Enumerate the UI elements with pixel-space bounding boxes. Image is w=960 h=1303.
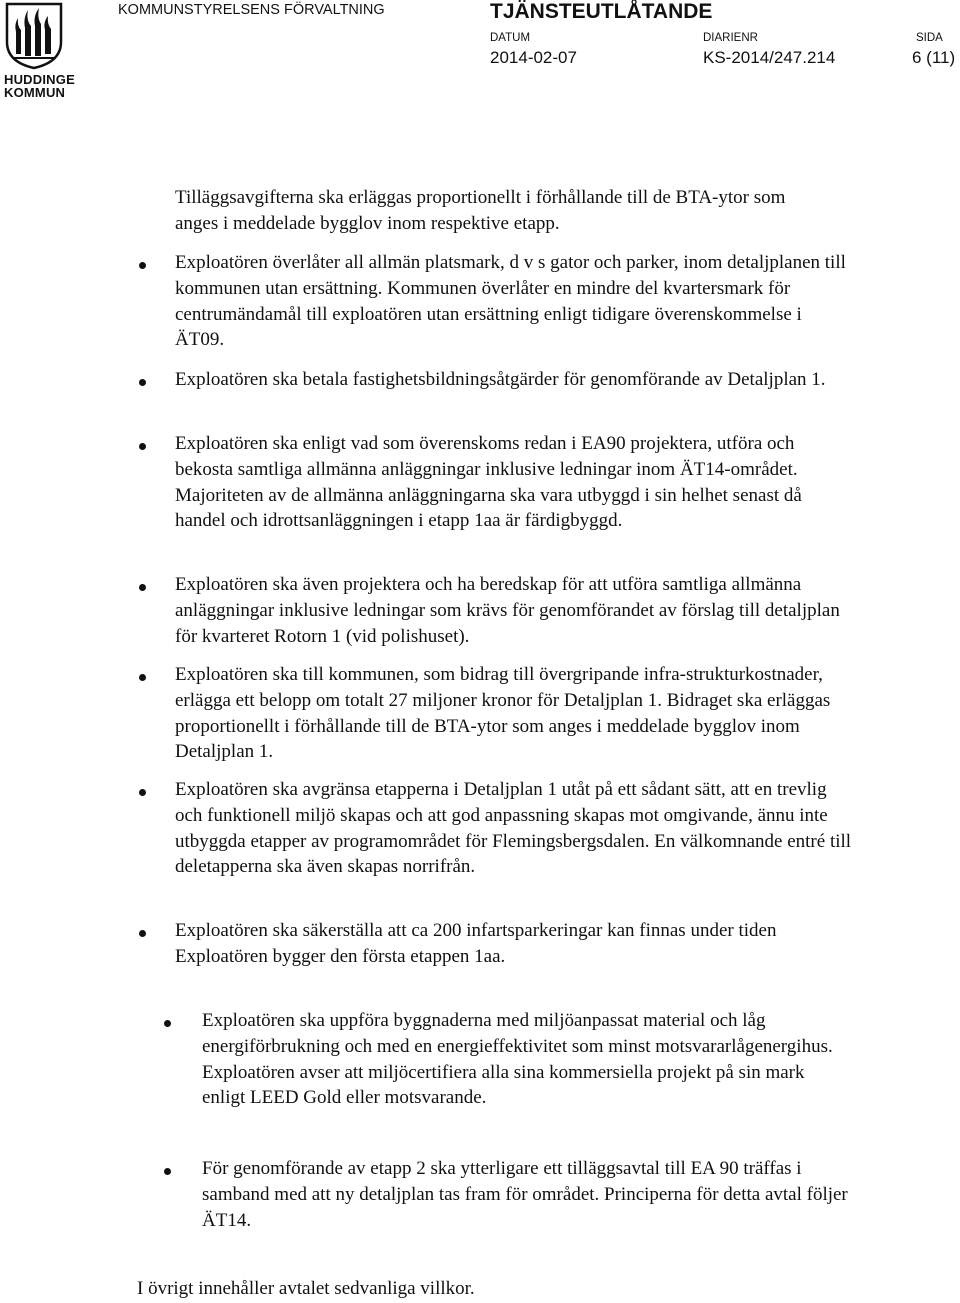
- list-item-text: Exploatören ska till kommunen, som bidrag till övergripande infra-strukturkostnader, erlägga ett belopp om totalt 27 miljoner kronor för Detaljplan 1. Bidraget ska erläggas proportionellt i förhållande till de BTA-ytor som anges i meddelade bygglov inom Detaljplan 1.: [175, 664, 831, 763]
- list-item-text: För genomförande av etapp 2 ska ytterligare ett tilläggsavtal till EA 90 träffas i samband med att ny detaljplan tas fram för området. Principerna för detta avtal följer ÄT14.: [202, 1158, 848, 1231]
- bullet-icon: [139, 674, 146, 681]
- date-label: DATUM: [490, 32, 531, 44]
- huddinge-logo: [4, 2, 75, 100]
- date-value: 2014-02-07: [490, 48, 577, 67]
- list-item-text: Exploatören överlåter all allmän platsmark, d v s gator och parker, inom detaljplanen till kommunen utan ersättning. Kommunen överlåter en mindre del kvartersmark för centrumändamål till exploatören utan ersättning enligt tidigare överenskommelse i ÄT09.: [175, 252, 846, 351]
- document-type: TJÄNSTEUTLÅTANDE: [490, 0, 713, 23]
- list-item-text: Exploatören ska även projektera och ha beredskap för att utföra samtliga allmänna anläggningar inklusive ledningar som krävs för genomförandet av förslag till detaljplan för kvarteret Rotorn 1 (vid polishuset).: [175, 574, 840, 647]
- bullet-icon: [139, 930, 146, 937]
- bullet-icon: [139, 443, 146, 450]
- municipal-crest-icon: [4, 2, 64, 70]
- bullet-icon: [164, 1020, 171, 1027]
- organization-name: KOMMUNSTYRELSENS FÖRVALTNING: [118, 2, 385, 18]
- bullet-icon: [139, 262, 146, 269]
- diary-number-label: DIARIENR: [703, 32, 758, 44]
- bullet-icon: [139, 584, 146, 591]
- logo-text-line-1: HUDDINGE: [4, 72, 75, 87]
- logo-text-line-2: KOMMUN: [4, 85, 66, 100]
- intro-paragraph: Tilläggsavgifterna ska erläggas proportionellt i förhållande till de BTA-ytor som anges i meddelade bygglov inom respektive etapp.: [175, 187, 786, 234]
- list-item-text: Exploatören ska betala fastighetsbildningsåtgärder för genomförande av Detaljplan 1.: [175, 369, 826, 390]
- list-item-text: Exploatören ska avgränsa etapperna i Detaljplan 1 utåt på ett sådant sätt, att en trevlig och funktionell miljö skapas och att god anpassning skapas mot omgivande, ännu inte utbyggda etapper av programområdet för Flemingsbergsdalen. En välkomnande entré till deletapperna ska även skapas norrifrån.: [175, 779, 852, 878]
- bullet-icon: [164, 1168, 171, 1175]
- list-item-text: Exploatören ska enligt vad som överenskoms redan i EA90 projektera, utföra och bekosta samtliga allmänna anläggningar inklusive ledningar inom ÄT14-området. Majoriteten av de allmänna anläggningarna ska vara utbyggd i sin helhet senast då handel och idrottsanläggningen i etapp 1aa är färdigbyggd.: [175, 433, 802, 532]
- closing-sentence: I övrigt innehåller avtalet sedvanliga villkor.: [137, 1278, 475, 1299]
- bullet-icon: [139, 789, 146, 796]
- bullet-icon: [139, 379, 146, 386]
- page-number: 6 (11): [912, 48, 956, 67]
- page-label: SIDA: [916, 32, 943, 44]
- list-item-text: Exploatören ska uppföra byggnaderna med miljöanpassat material och låg energiförbrukning och med en energieffektivitet som minst motsvararlågenergihus. Exploatören avser att miljöcertifiera alla sina kommersiella projekt på sin mark enligt LEED Gold eller motsvarande.: [202, 1010, 833, 1109]
- list-item-text: Exploatören ska säkerställa att ca 200 infartsparkeringar kan finnas under tiden Exploatören bygger den första etappen 1aa.: [175, 920, 777, 967]
- diary-number-value: KS-2014/247.214: [703, 48, 836, 67]
